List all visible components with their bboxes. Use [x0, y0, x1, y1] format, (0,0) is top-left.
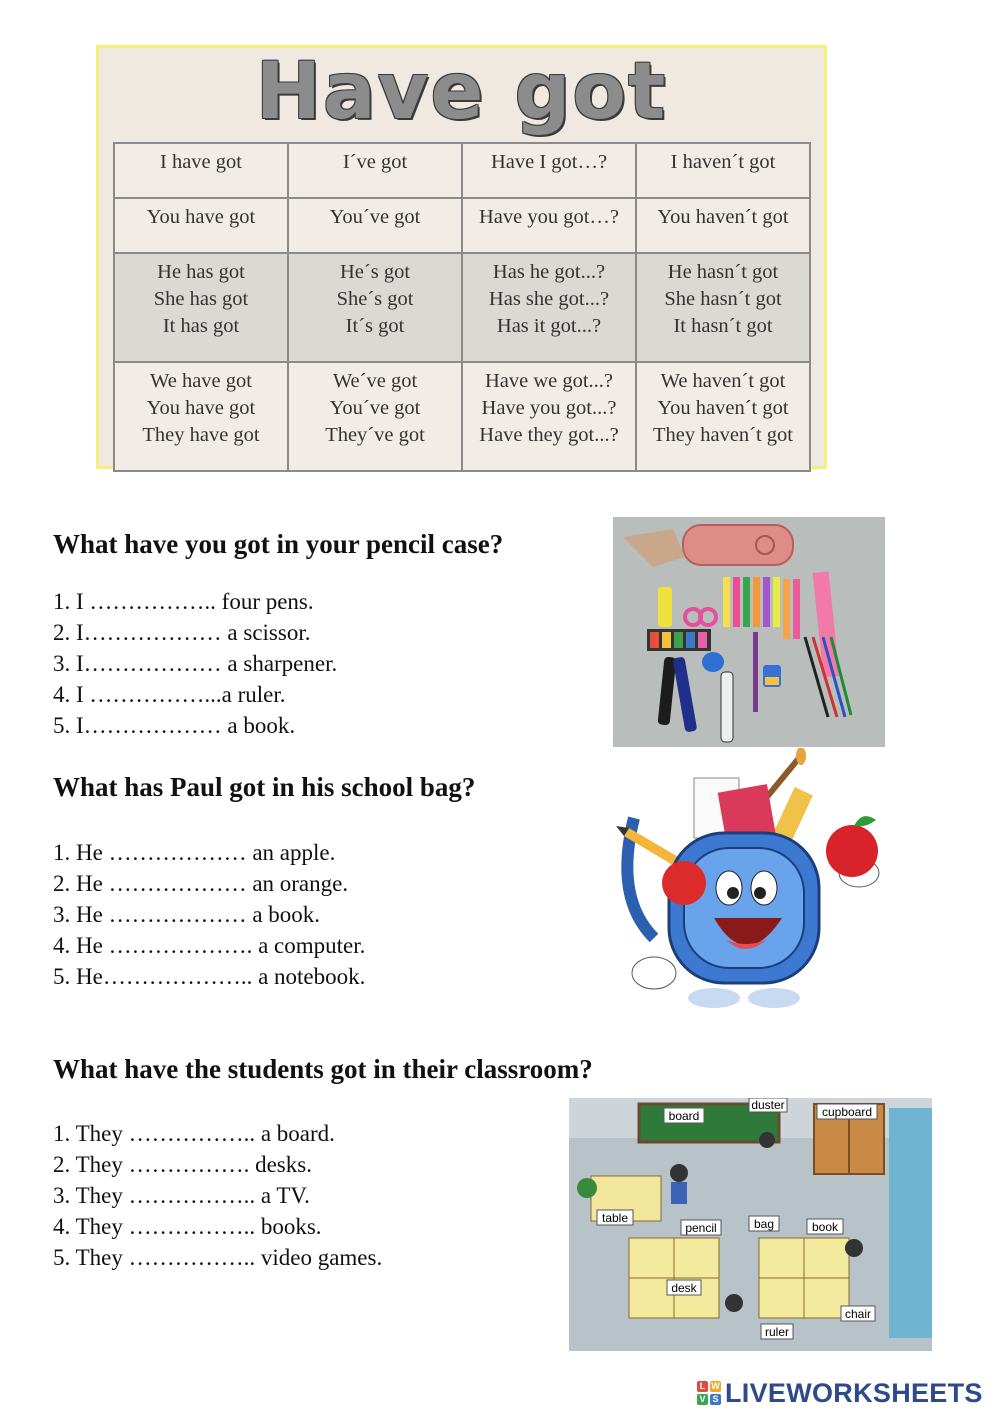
grammar-cell-line: It has got [162, 315, 240, 337]
logo-mark-icon [697, 1381, 721, 1405]
exercise-item[interactable]: 5. I……………… a book. [53, 713, 296, 738]
grammar-cell-line: Have they got...? [479, 424, 619, 446]
grammar-cell-line: She hasn´t got [664, 288, 782, 310]
grammar-cell [288, 198, 462, 253]
grammar-cell-line: Have I got…? [490, 151, 608, 173]
exercise-item[interactable]: 2. I……………… a scissor. [53, 620, 311, 645]
grammar-cell-line: He has got [157, 261, 245, 283]
pencil-case-photo [613, 517, 885, 765]
grammar-cell-line: It hasn´t got [673, 315, 773, 337]
liveworksheets-logo[interactable] [697, 1376, 983, 1410]
grammar-cell-line: You´ve got [329, 397, 421, 419]
grammar-cell-line: It´s got [345, 315, 405, 337]
exercise-list-classroom [53, 1118, 382, 1273]
label-bag: bag [753, 1217, 775, 1231]
grammar-cell-line: Have we got...? [484, 370, 614, 392]
logo-mark-letter: S [710, 1394, 721, 1405]
grammar-cell [636, 253, 810, 362]
label-pencil: pencil [685, 1221, 717, 1235]
grammar-row [114, 362, 810, 471]
grammar-cell-line: Have you got…? [478, 206, 620, 228]
logo-mark-letter: V [697, 1394, 708, 1405]
grammar-chart [96, 45, 827, 469]
grammar-cell [288, 362, 462, 471]
grammar-cell [114, 198, 288, 253]
grammar-cell [462, 198, 636, 253]
grammar-cell [462, 143, 636, 198]
label-book: book [811, 1220, 839, 1234]
grammar-row [114, 253, 810, 362]
grammar-cell-line: You haven´t got [657, 397, 789, 419]
grammar-cell-line: They haven´t got [652, 424, 794, 446]
grammar-cell [636, 143, 810, 198]
exercise-item[interactable]: 3. They …………….. a TV. [53, 1183, 310, 1208]
grammar-cell [636, 362, 810, 471]
exercise-item[interactable]: 5. He……………….. a notebook. [53, 964, 366, 989]
grammar-cell-line: I have got [160, 151, 242, 173]
exercise-item[interactable]: 4. They …………….. books. [53, 1214, 322, 1239]
grammar-cell [114, 362, 288, 471]
grammar-cell-line: He´s got [339, 261, 411, 283]
exercise-item[interactable]: 3. I……………… a sharpener. [53, 651, 338, 676]
exercise-item[interactable]: 3. He ……………… a book. [53, 902, 321, 927]
exercise-item[interactable]: 4. He ………………. a computer. [53, 933, 366, 958]
grammar-cell-line: She´s got [336, 288, 414, 310]
logo-text: LIVEWORKSHEETS [725, 1377, 983, 1408]
grammar-cell-line: I haven´t got [670, 151, 776, 173]
exercise-item[interactable]: 1. He ……………… an apple. [53, 840, 336, 865]
exercise-list-school-bag [53, 837, 365, 992]
grammar-table [113, 142, 811, 472]
grammar-cell [114, 143, 288, 198]
grammar-cell-line: Has it got...? [496, 315, 602, 337]
grammar-cell-line: Have you got...? [481, 397, 617, 419]
label-desk: desk [671, 1281, 697, 1295]
section-title-pencil-case: What have you got in your pencil case? [53, 529, 504, 559]
exercise-item[interactable]: 1. I …………….. four pens. [53, 589, 314, 614]
exercise-item[interactable]: 4. I ……………...a ruler. [53, 682, 286, 707]
grammar-cell-line: Has she got...? [488, 288, 610, 310]
label-board: board [668, 1109, 700, 1123]
chart-title: Have got [255, 47, 668, 137]
grammar-cell [462, 253, 636, 362]
label-chair: chair [844, 1307, 872, 1321]
grammar-cell-line: He hasn´t got [667, 261, 779, 283]
grammar-cell [288, 253, 462, 362]
exercise-item[interactable]: 2. He ……………… an orange. [53, 871, 349, 896]
grammar-cell [636, 198, 810, 253]
label-ruler: ruler [764, 1325, 790, 1339]
grammar-cell-line: They have got [142, 424, 260, 446]
school-bag-illustration [614, 748, 886, 1016]
section-title-school-bag: What has Paul got in his school bag? [53, 772, 476, 802]
grammar-cell-line: Has he got...? [492, 261, 606, 283]
grammar-cell [288, 143, 462, 198]
grammar-cell-line: You have got [146, 206, 256, 228]
exercise-item[interactable]: 2. They ……………. desks. [53, 1152, 312, 1177]
grammar-cell-line: She has got [153, 288, 249, 310]
grammar-cell-line: You have got [146, 397, 256, 419]
label-cupboard: cupboard [821, 1105, 873, 1119]
grammar-row [114, 198, 810, 253]
label-duster: duster [751, 1098, 785, 1112]
grammar-cell [114, 253, 288, 362]
exercise-item[interactable]: 5. They …………….. video games. [53, 1245, 383, 1270]
grammar-row [114, 143, 810, 198]
logo-mark-letter: W [711, 1381, 720, 1391]
grammar-cell-line: We´ve got [332, 370, 418, 392]
grammar-cell-line: You´ve got [329, 206, 421, 228]
classroom-illustration [569, 1098, 932, 1351]
section-title-classroom: What have the students got in their classroom? [53, 1054, 593, 1084]
grammar-cell-line: They´ve got [325, 424, 425, 446]
exercise-list-pencil-case [53, 586, 337, 741]
grammar-cell [462, 362, 636, 471]
grammar-cell-line: We haven´t got [660, 370, 786, 392]
label-table: table [601, 1211, 629, 1225]
grammar-cell-line: I´ve got [342, 151, 408, 173]
grammar-cell-line: You haven´t got [657, 206, 789, 228]
grammar-cell-line: We have got [150, 370, 252, 392]
logo-mark-letter: L [697, 1381, 708, 1392]
exercise-item[interactable]: 1. They …………….. a board. [53, 1121, 335, 1146]
